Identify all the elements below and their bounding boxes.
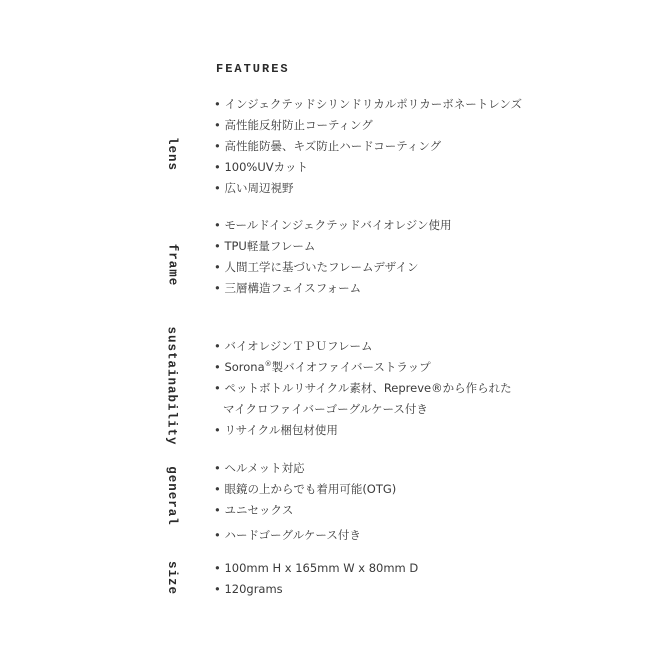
registered-mark: ® — [264, 360, 272, 368]
list-item: • 100%UVカット — [214, 160, 308, 174]
list-item: • ハードゴーグルケース付き — [214, 528, 361, 542]
list-item-continuation: マイクロファイバーゴーグルケース付き — [223, 402, 428, 416]
list-item: • 三層構造フェイスフォーム — [214, 281, 362, 295]
lens-section-label — [162, 136, 182, 172]
list-item: • ユニセックス — [214, 503, 294, 517]
list-item — [214, 360, 431, 374]
general-label-text: general — [165, 466, 180, 526]
general-section-label — [162, 466, 182, 526]
list-item: • 眼鏡の上からでも着用可能(OTG) — [214, 482, 397, 496]
list-item-text: 製バイオファイバーストラップ — [271, 360, 431, 374]
size-section-label — [162, 560, 182, 596]
list-item: • 120grams — [214, 582, 283, 596]
list-item-text: • Sorona — [214, 360, 265, 374]
list-item: • リサイクル梱包材使用 — [214, 423, 338, 437]
sustainability-label-text: sustainability — [165, 326, 179, 446]
frame-label-text: frame — [165, 243, 180, 287]
list-item: • ペットボトルリサイクル素材、Repreve®から作られた — [214, 381, 512, 395]
list-item: • 100mm H x 165mm W x 80mm D — [214, 561, 419, 575]
features-heading: FEATURES — [216, 62, 290, 76]
list-item: • モールドインジェクテッドバイオレジン使用 — [214, 218, 452, 232]
list-item: • 広い周辺視野 — [214, 181, 294, 195]
list-item: • インジェクテッドシリンドリカルポリカーボネートレンズ — [214, 97, 523, 111]
list-item: • バイオレジンＴＰＵフレーム — [214, 339, 373, 353]
list-item: • TPU軽量フレーム — [214, 239, 316, 253]
frame-section-label — [162, 243, 182, 287]
list-item: • 人間工学に基づいたフレームデザイン — [214, 260, 419, 274]
list-item: • 高性能防曇、キズ防止ハードコーティング — [214, 139, 442, 153]
list-item: • ヘルメット対応 — [214, 461, 305, 475]
size-label-text: size — [165, 560, 180, 596]
sustainability-section-label — [162, 326, 182, 446]
list-item: • 高性能反射防止コーティング — [214, 118, 373, 132]
lens-label-text: lens — [165, 136, 180, 172]
